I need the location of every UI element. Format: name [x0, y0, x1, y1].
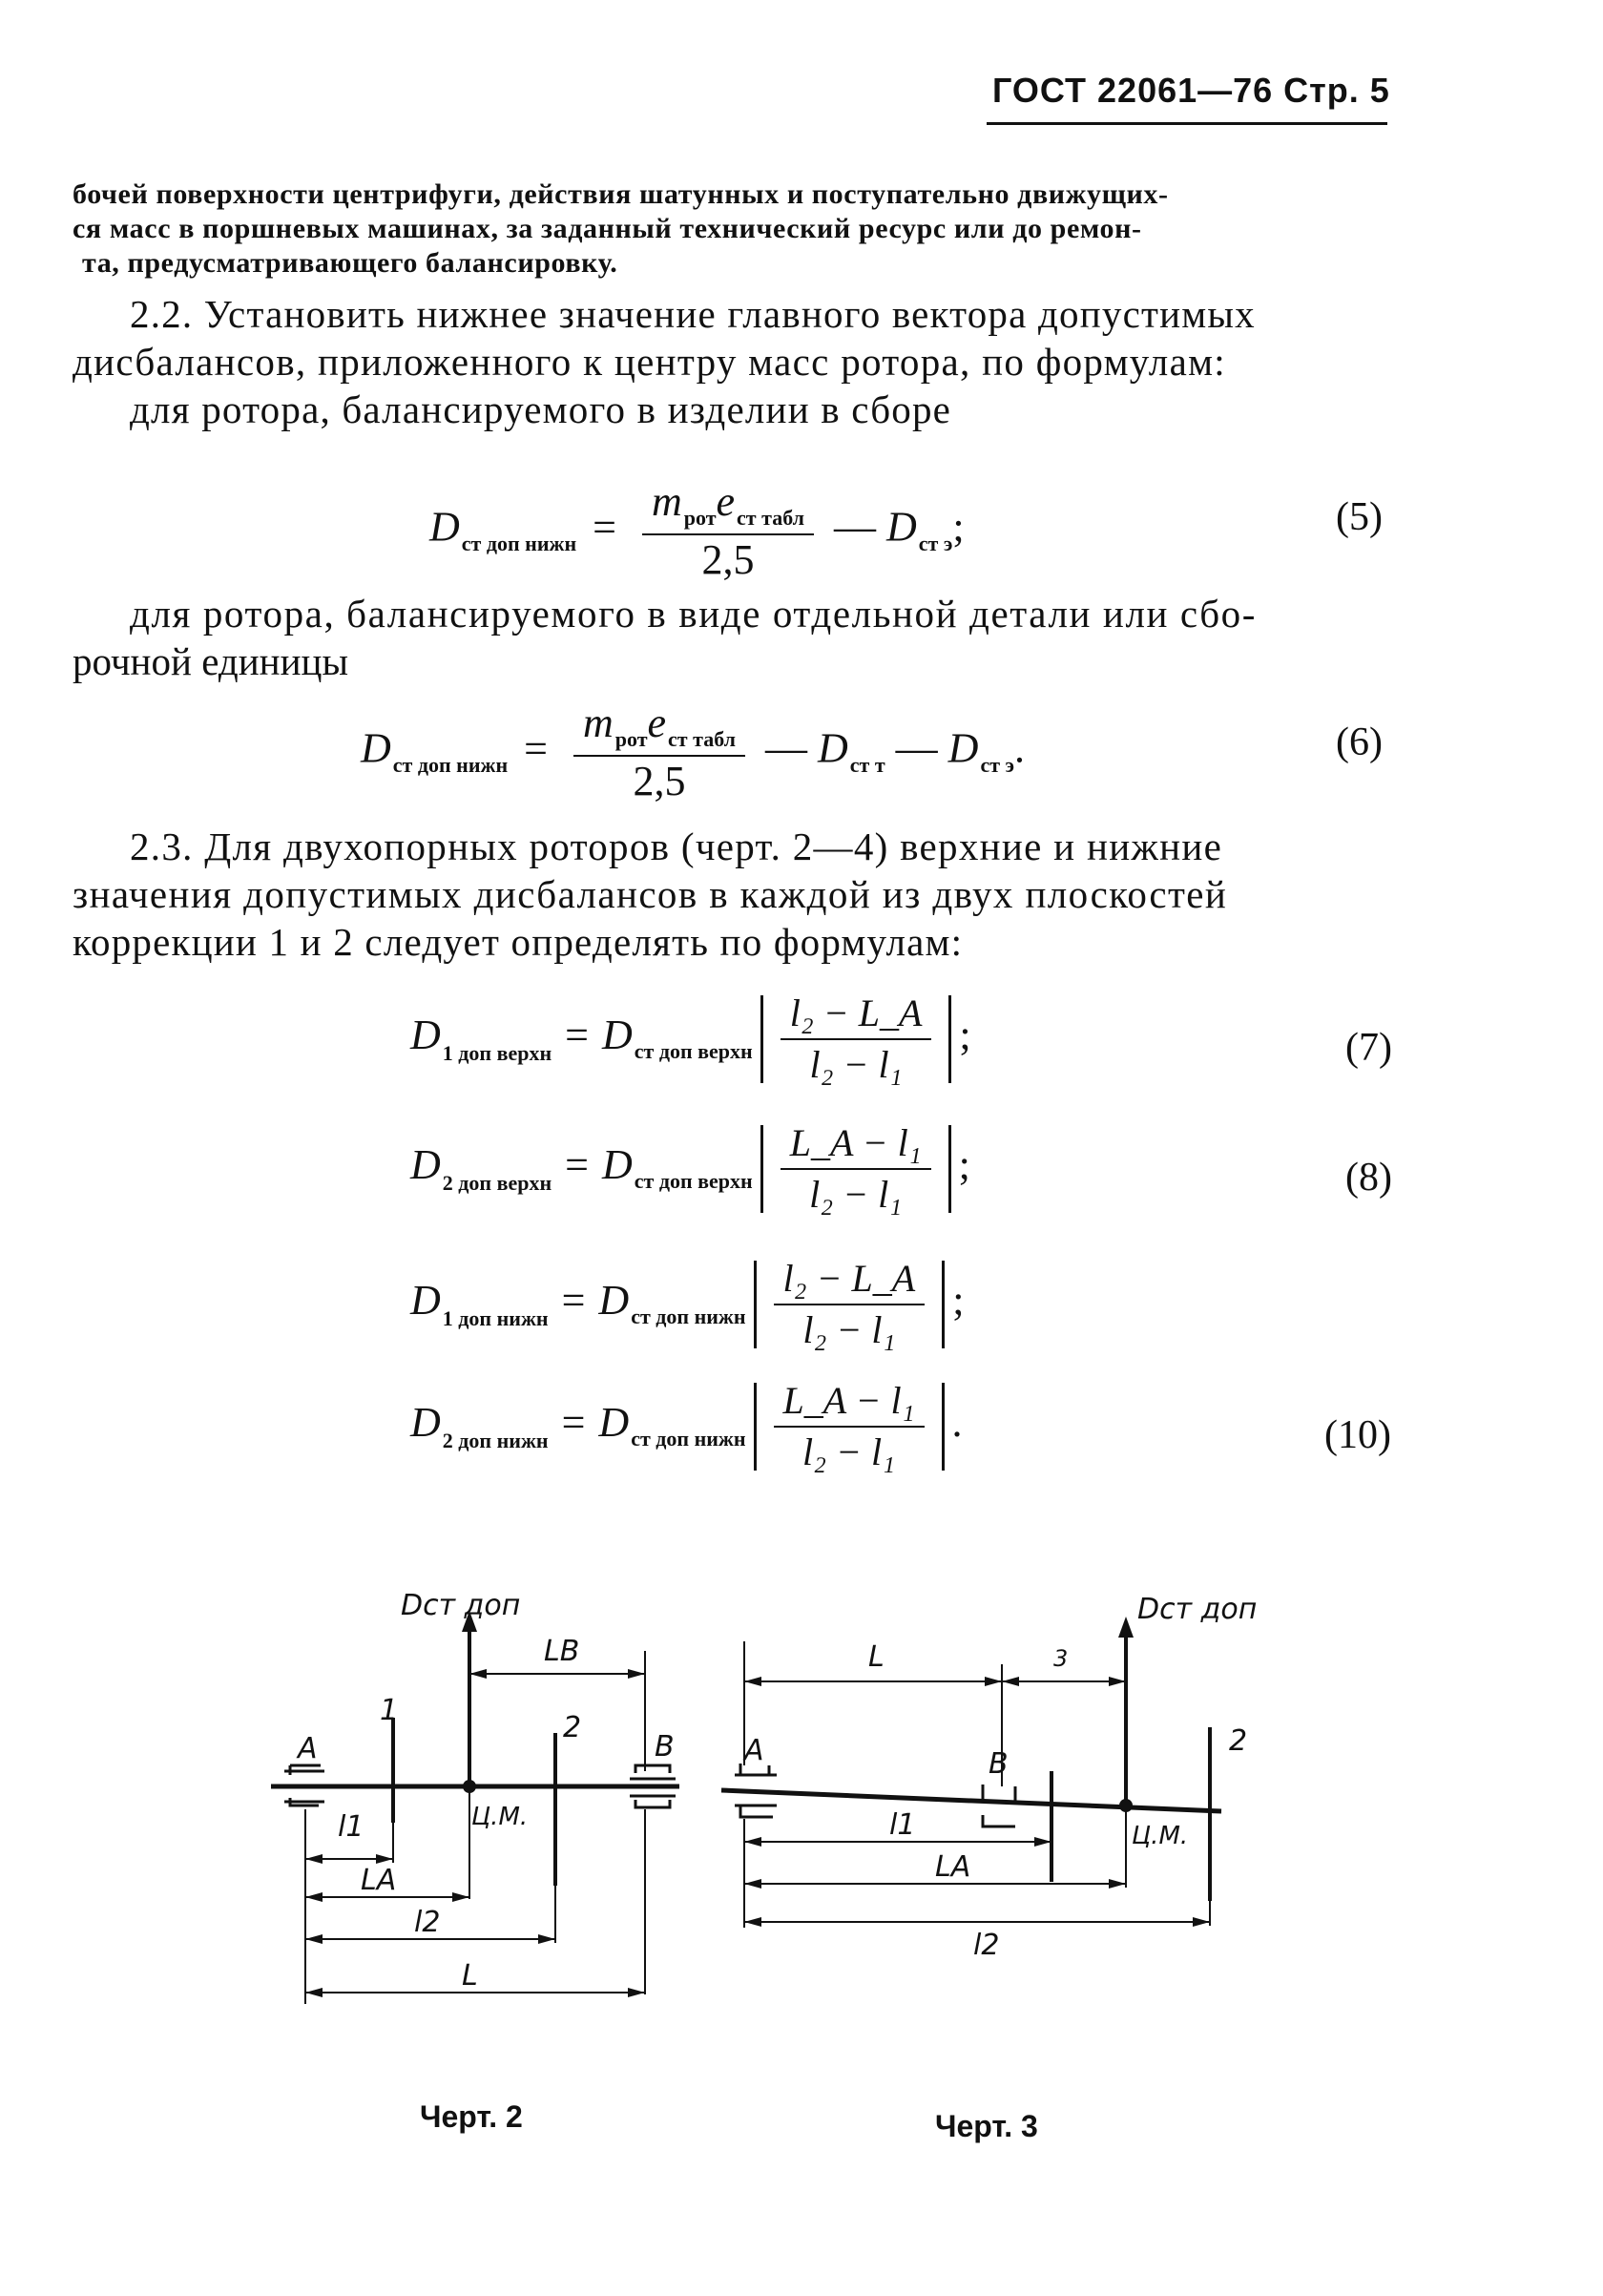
- formula-symbol: m: [582, 699, 614, 746]
- equation-number: (7): [1345, 1026, 1392, 1070]
- section-2-2: [73, 290, 1256, 433]
- fraction-denominator: l₂ − l₁: [809, 1043, 903, 1086]
- equation-number: (10): [1324, 1413, 1391, 1457]
- abs-bar-left: [760, 995, 763, 1083]
- fraction: [781, 1122, 931, 1216]
- drawing-3: [706, 1584, 1279, 2061]
- formula-symbol: D: [601, 1012, 633, 1059]
- formula-subscript: ст доп нижн: [392, 752, 509, 777]
- formula-subscript: ст доп нижн: [631, 1305, 746, 1329]
- formula-symbol: D: [818, 724, 848, 772]
- equation-number: (6): [1336, 720, 1383, 764]
- formula-subscript: 2 доп верхн: [442, 1171, 552, 1196]
- plane-label-1: 1: [380, 1694, 399, 1727]
- fraction: [781, 992, 932, 1086]
- formula-symbol: D: [601, 1141, 633, 1189]
- abs-bar-right: [948, 995, 951, 1083]
- fraction: [774, 1258, 926, 1351]
- formula-subscript: рот: [683, 506, 717, 530]
- formula-punct: ;: [952, 503, 965, 551]
- text-line: та, предусматривающего балансировку.: [82, 247, 618, 279]
- page-header: ГОСТ 22061—76 Стр. 5: [992, 71, 1390, 110]
- dimension-label-la: LA: [935, 1850, 971, 1884]
- formula-subscript: ст доп нижн: [461, 531, 577, 555]
- text-line: бочей поверхности центрифуги, действия шатунных и поступательно движущих-: [73, 178, 1169, 210]
- abs-bar-right: [948, 1125, 951, 1213]
- formula-symbol: e: [716, 478, 736, 525]
- header-rule: [987, 122, 1387, 125]
- abs-bar-left: [754, 1261, 757, 1348]
- text-line: значения допустимых дисбалансов в каждой из двух плоскостей: [73, 872, 1228, 916]
- formula-subscript: ст т: [849, 752, 885, 777]
- fraction-numerator: L_A − l₁: [774, 1380, 925, 1428]
- formula-subscript: ст доп верхн: [634, 1039, 753, 1064]
- formula-symbol: D: [598, 1277, 630, 1325]
- text-line: для ротора, балансируемого в изделии в сборе: [130, 387, 952, 431]
- support-label-a: A: [744, 1734, 764, 1767]
- formula-punct: ;: [958, 1141, 970, 1189]
- formula-symbol: D: [410, 1399, 441, 1447]
- force-label: Dст доп: [1137, 1593, 1258, 1626]
- text-line: 2.2. Установить нижнее значение главного вектора допустимых: [130, 292, 1256, 336]
- formula-subscript: ст доп нижн: [631, 1427, 746, 1451]
- formula-symbol: D: [598, 1399, 630, 1447]
- plane-label-2: 2: [563, 1711, 582, 1744]
- formula-abs-row: $D_{2 доп нижн} = D_{ст доп нижн}$ $\frac{\text{L\_A − l₁}}{\text{l₂ − l₁}}$ .: [410, 1379, 963, 1473]
- text-line: 2.3. Для двухопорных роторов (черт. 2—4) верхние и нижние: [130, 824, 1223, 868]
- formula-punct: .: [951, 1399, 963, 1447]
- abs-bar-left: [760, 1125, 763, 1213]
- dimension-label-l1: l1: [338, 1810, 364, 1844]
- fraction-denominator: 2,5: [701, 536, 755, 583]
- dimension-label-la: LA: [361, 1864, 397, 1897]
- fraction-denominator: l₂ − l₁: [802, 1430, 896, 1473]
- force-label: Dст доп: [401, 1589, 521, 1622]
- fraction: [642, 478, 814, 583]
- dimension-label-l: L: [462, 1959, 478, 1993]
- formula-subscript: ст э: [918, 531, 953, 555]
- formula-subscript: 2 доп нижн: [442, 1429, 549, 1453]
- formula-abs-row: $D_{1 доп нижн} = D_{ст доп нижн}$ $\frac{\text{l₂ − L\_A}}{\text{l₂ − l₁}}$ ;: [410, 1257, 965, 1351]
- support-label-b: B: [655, 1730, 675, 1764]
- fraction-numerator: l₂ − L_A: [781, 992, 932, 1040]
- center-of-mass-label: Ц.М.: [471, 1803, 529, 1831]
- dimension-label-l1: l1: [889, 1808, 916, 1842]
- fraction-numerator: l₂ − L_A: [774, 1258, 926, 1305]
- formula-symbol: D: [429, 503, 460, 551]
- formula-5: $D_{ст доп нижн}$ = $\frac{m_{рот}e_{ст табл}}{2,5}$ — $D_{ст э}$;: [429, 478, 965, 583]
- text-line: ся масс в поршневых машинах, за заданный технический ресурс или до ремон-: [73, 213, 1142, 244]
- paragraph-between: [73, 590, 1257, 685]
- fraction-denominator: 2,5: [633, 758, 686, 804]
- formula-subscript: ст э: [980, 752, 1015, 777]
- dimension-label-lb: LB: [544, 1635, 580, 1668]
- text-line: рочной единицы: [73, 639, 349, 683]
- support-label-b: B: [989, 1747, 1009, 1781]
- formula-symbol: D: [947, 724, 979, 772]
- support-label-a: A: [298, 1732, 318, 1765]
- formula-symbol: m: [651, 478, 682, 525]
- fraction-denominator: l₂ − l₁: [809, 1173, 903, 1216]
- formula-symbol: D: [410, 1277, 441, 1325]
- continuation-paragraph: [73, 177, 1389, 281]
- section-2-3: [73, 823, 1227, 966]
- dimension-label-l2: l2: [973, 1929, 1000, 1962]
- drawing-2: [258, 1584, 706, 2061]
- formula-symbol: D: [410, 1012, 441, 1059]
- equation-number: (5): [1336, 495, 1383, 539]
- formula-symbol: D: [886, 503, 917, 551]
- dimension-label-l2: l2: [414, 1906, 441, 1939]
- drawing-2-caption: Черт. 2: [420, 2099, 523, 2134]
- fraction: [573, 699, 745, 804]
- drawing-3-caption: Черт. 3: [935, 2109, 1038, 2143]
- formula-symbol: D: [410, 1141, 441, 1189]
- text-line: для ротора, балансируемого в виде отдельной детали или сбо-: [130, 592, 1258, 636]
- formula-abs-row: $D_{1 доп верхн} = D_{ст доп верхн}$ $\frac{\text{l₂ − L\_A}}{\text{l₂ − l₁}}$ ;: [410, 991, 971, 1086]
- fraction-numerator: L_A − l₁: [781, 1122, 931, 1170]
- equation-number: (8): [1345, 1156, 1392, 1200]
- formula-symbol: D: [361, 724, 391, 772]
- plane-label-2: 2: [1229, 1724, 1248, 1758]
- text-line: коррекции 1 и 2 следует определять по формулам:: [73, 920, 964, 964]
- formula-subscript: ст табл: [668, 727, 736, 751]
- formula-symbol: e: [647, 699, 667, 746]
- formula-6: $D_{ст доп нижн}$ = $\frac{m_{рот}e_{ст табл}}{2,5}$ — $D_{ст т}$ — $D_{ст э}$.: [361, 699, 1026, 804]
- formula-subscript: ст табл: [737, 506, 804, 530]
- formula-punct: ;: [959, 1012, 971, 1059]
- center-of-mass-label: Ц.М.: [1132, 1822, 1189, 1850]
- abs-bar-right: [942, 1383, 945, 1471]
- fraction-denominator: l₂ − l₁: [802, 1308, 896, 1351]
- formula-subscript: ст доп верхн: [634, 1169, 753, 1194]
- formula-subscript: рот: [614, 727, 648, 751]
- formula-abs-row: $D_{2 доп верхн} = D_{ст доп верхн}$ $\frac{\text{L\_A − l₁}}{\text{l₂ − l₁}}$ ;: [410, 1121, 970, 1216]
- formula-subscript: 1 доп нижн: [442, 1306, 549, 1331]
- fraction: [774, 1380, 925, 1473]
- dimension-label-3: 3: [1053, 1645, 1069, 1672]
- text-line: дисбалансов, приложенного к центру масс ротора, по формулам:: [73, 340, 1227, 384]
- formula-punct: ;: [952, 1277, 965, 1325]
- abs-bar-left: [754, 1383, 757, 1471]
- dimension-label-l: L: [868, 1640, 885, 1674]
- formula-punct: .: [1014, 724, 1026, 772]
- abs-bar-right: [942, 1261, 945, 1348]
- formula-subscript: 1 доп верхн: [442, 1041, 552, 1066]
